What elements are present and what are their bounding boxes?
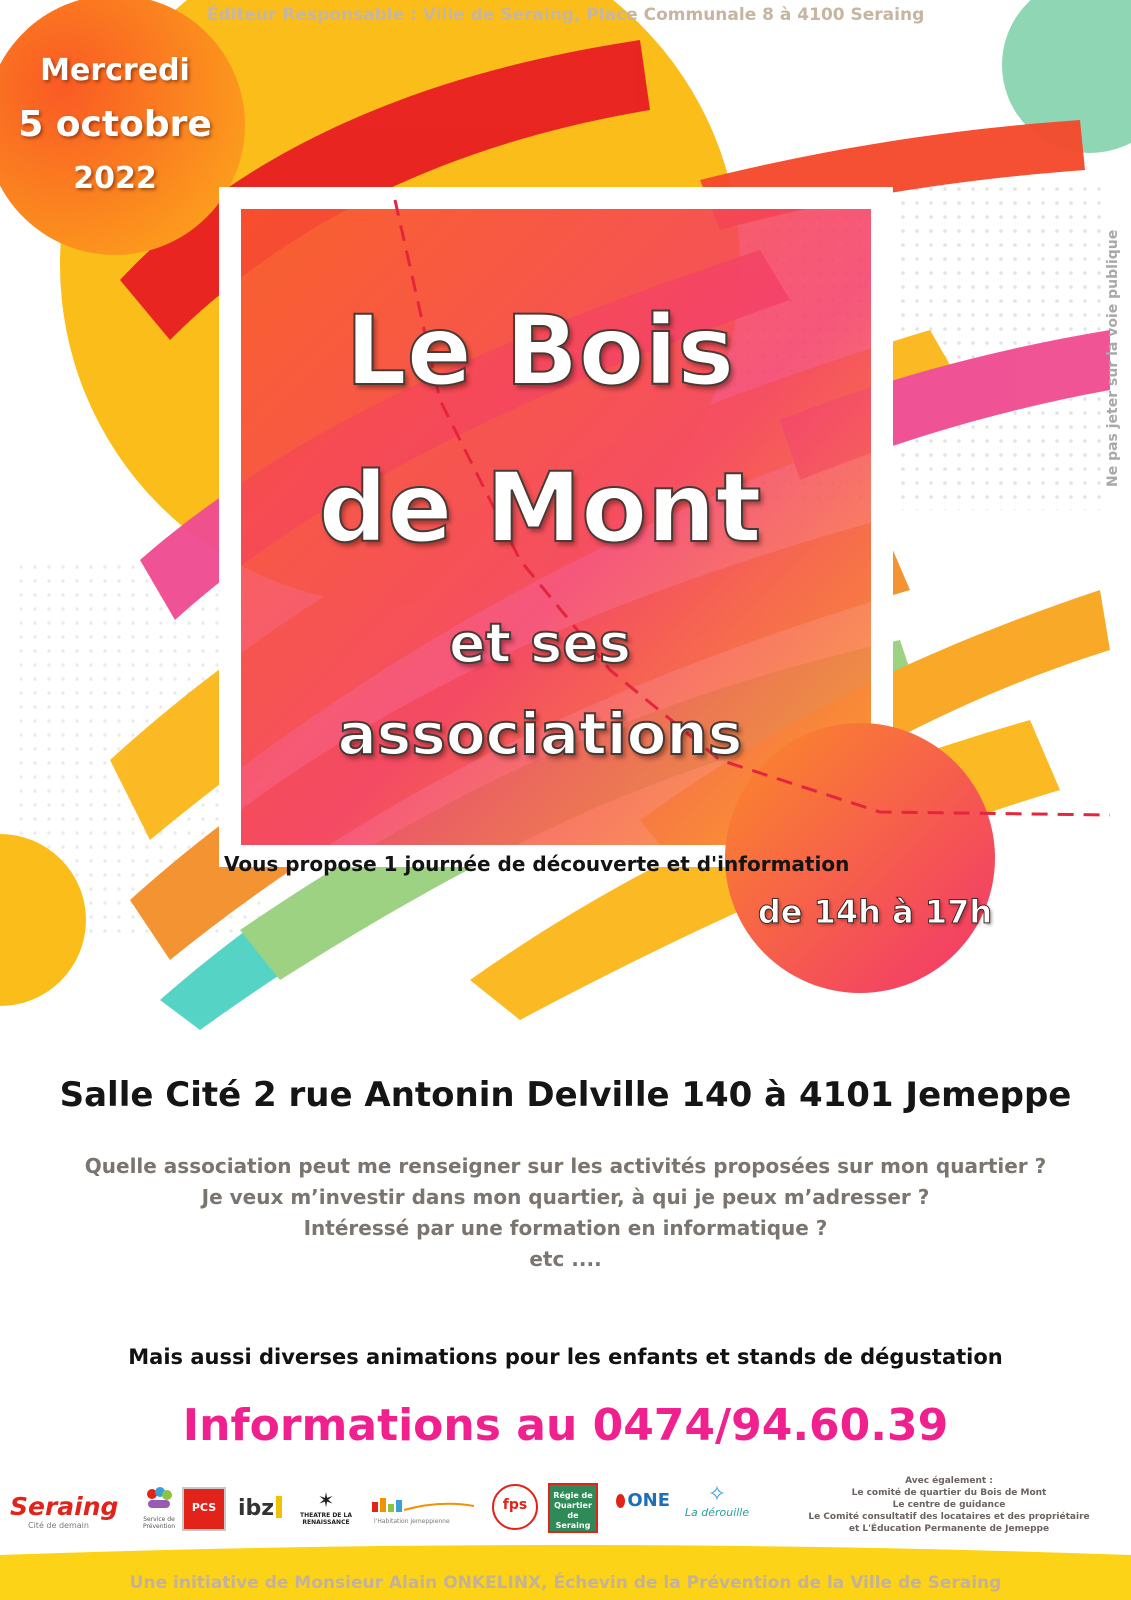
also-with-line: Le comité de quartier du Bois de Mont — [851, 1488, 1047, 1498]
prevention-figures-icon — [144, 1486, 174, 1512]
litter-notice: Ne pas jeter sur la voie publique — [1105, 229, 1121, 487]
title-line-3: et ses — [448, 612, 632, 675]
title-line-1: Le Bois — [345, 295, 735, 407]
ibz-logo: ibz — [238, 1496, 282, 1521]
question-line: Je veux m’investir dans mon quartier, à qui je peux m’adresser ? — [201, 1185, 930, 1209]
question-line: Quelle association peut me renseigner sur les activités proposées sur mon quartier ? — [84, 1154, 1047, 1178]
date-day: Mercredi — [40, 53, 190, 88]
question-line: etc .... — [529, 1247, 602, 1271]
also-with-heading: Avec également : — [905, 1476, 993, 1486]
theatre-logo: ✶ THEATRE DE LA RENAISSANCE — [300, 1488, 352, 1526]
prevention-logo: Service de Prévention — [134, 1486, 184, 1530]
animations-note: Mais aussi diverses animations pour les enfants et stands de dégustation — [128, 1345, 1003, 1369]
pcs-logo: PCS — [182, 1487, 226, 1531]
habitation-skyline-icon — [370, 1496, 474, 1514]
also-with-line: Le Comité consultatif des locataires et des propriétaire — [808, 1512, 1090, 1522]
one-logo: ONE — [616, 1490, 670, 1511]
date-day-month: 5 octobre — [18, 104, 212, 145]
questions-block — [0, 1151, 1131, 1275]
title-line-2: de Mont — [318, 452, 762, 564]
also-with-block — [789, 1475, 1109, 1535]
event-date — [0, 44, 230, 206]
question-line: Intéressé par une formation en informatique ? — [303, 1216, 828, 1240]
event-subtitle: Vous propose 1 journée de découverte et d'information — [224, 852, 850, 876]
seraing-logo: Seraing Cité de demain — [10, 1492, 119, 1530]
event-hours: de 14h à 17h — [757, 893, 993, 931]
event-address: Salle Cité 2 rue Antonin Delville 140 à 4101 Jemeppe — [59, 1075, 1072, 1115]
regie-logo: Régie de Quartier de Seraing — [548, 1483, 598, 1533]
title-line-4: associations — [337, 700, 743, 768]
editor-notice: Éditeur Responsable : Ville de Seraing, Place Communale 8 à 4100 Seraing — [206, 5, 925, 25]
also-with-line: Le centre de guidance — [892, 1500, 1006, 1510]
habitation-logo: l'Habitation Jemeppienne — [370, 1496, 480, 1525]
date-year: 2022 — [73, 161, 157, 196]
fps-logo: fps — [492, 1484, 538, 1530]
contact-phone: Informations au 0474/94.60.39 — [182, 1400, 949, 1451]
also-with-line: et L'Éducation Permanente de Jemeppe — [848, 1524, 1050, 1534]
derouille-logo: ✧ La dérouille — [684, 1482, 750, 1519]
footer-initiative: Une initiative de Monsieur Alain ONKELINX, Échevin de la Prévention de la Ville de Seraing — [129, 1573, 1002, 1593]
